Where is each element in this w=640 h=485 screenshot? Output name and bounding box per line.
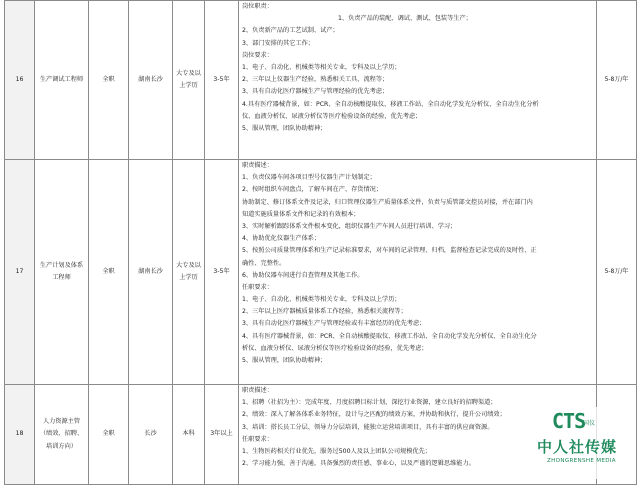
description-line: 职责描述： — [242, 162, 273, 169]
salary-range: 5-8万/年 — [597, 1, 637, 160]
description-line: 1、负责仪器车间各项目型号仪器生产计划制定； — [242, 174, 376, 182]
description-line: 5、按照公司质量管理体系和生产记录标准要求，对车间的记录管理、归档，监督检查记录完成的及时性、正 — [242, 247, 537, 255]
logo-sub-text: 国仪 — [583, 420, 596, 427]
description-line: 1、负责产品的装配、调试、测试、包装等生产； — [338, 15, 472, 23]
logo-name-cn: 中人社传媒 — [537, 438, 618, 456]
job-location: 湖南长沙 — [129, 160, 173, 385]
description-line: 任职要求： — [242, 283, 273, 291]
row-index: 17 — [5, 160, 35, 385]
position-title: 生产调试工程师 — [35, 1, 89, 160]
description-line: 5、服从管理，团队协助精神； — [242, 124, 327, 132]
job-location: 长沙 — [129, 385, 173, 485]
experience-requirement: 3-5年 — [205, 1, 239, 160]
description-line: 1、生物医药相关行业优先，服务过500人及以上团队公司规模优先； — [242, 447, 431, 455]
description-line: 1、电子、自动化、机械类等相关专业，专科及以上学历； — [242, 63, 401, 71]
description-line: 4.具有医疗器械背景，如：PCR、全自动核酸提取仪、移液工作站、全自动化学发光分析仪、全自动生化分析 — [242, 100, 539, 108]
description-line: 1、招聘（社招为主）：完成年度、月度招聘目标计划，深挖行业资源，建立良好的招聘渠道； — [242, 399, 497, 407]
description-line: 4、具有医疗器械背景，如：PCR、全自动核酸提取仪、移液工作站、全自动化学发光分析仪、全自动生化分 — [242, 332, 537, 340]
description-line: 知道实施质量体系文件和记录的有效根本； — [242, 210, 360, 218]
job-description — [239, 1, 597, 160]
job-type: 全职 — [89, 160, 129, 385]
description-line: 4、协助优化仪器生产体系； — [242, 235, 321, 243]
description-line: 职责描述： — [242, 387, 273, 394]
description-line: 岗位要求： — [242, 51, 273, 59]
media-watermark-logo — [535, 407, 633, 479]
row-index: 16 — [5, 1, 35, 160]
description-line: 岗位职责： — [242, 3, 273, 10]
description-line: 6、协助仪器车间进行自查管理及其他工作。 — [242, 271, 364, 279]
education-requirement: 本科 — [173, 385, 205, 485]
row-index: 18 — [5, 385, 35, 485]
description-line: 协助制定、修订体系文件及记录，归口管理仪器生产质量体系文件，负责与质管部文控员对接，并在部门内 — [242, 198, 533, 206]
description-line: 3、部门安排的其它工作； — [242, 39, 314, 47]
description-line: 2、三年以上医疗器械质量体系工作经验，熟悉相关流程等； — [242, 308, 407, 316]
position-title: 人力资源主管（绩效、招聘、培训方向） — [35, 385, 89, 485]
logo-name-en: ZHONGRENSHE MEDIA — [547, 458, 616, 464]
education-requirement: 大专及以上学历 — [173, 160, 205, 385]
description-line: 2、绩效：深入了解各体系业务特征，设计与之匹配的绩效方案，并协助和执行，提升公司绩效； — [242, 411, 506, 419]
description-line: 析仪、血液分析仪、尿液分析仪等医疗检验设备的经验，优先考虑； — [242, 344, 428, 352]
table-row — [5, 1, 637, 160]
job-type: 全职 — [89, 1, 129, 160]
experience-requirement: 3-5年 — [205, 160, 239, 385]
description-line: 任职要求： — [242, 435, 273, 443]
experience-requirement: 3年以上 — [205, 385, 239, 485]
position-title: 生产计划及体系工程师 — [35, 160, 89, 385]
description-line: 3、具有自动化医疗器械生产与管理经验的优先考虑； — [242, 88, 389, 96]
description-line: 3、实时解析跟踪体系文件根本变化，组织仪器生产车间人员进行培训、学习； — [242, 222, 457, 230]
description-line: 3、具有自动化医疗器械生产与管理经验或有丰富经历的优先考虑； — [242, 320, 426, 328]
job-description — [239, 160, 597, 385]
description-line: 2、三年以上仪器生产经验，熟悉相关工具、流程等； — [242, 76, 389, 84]
job-location: 湖南长沙 — [129, 1, 173, 160]
description-line: 3、培训：搭长员工分层、领导力分层培训，能独立运营培训项目，具有丰富的供应商资源。 — [242, 423, 494, 431]
description-line: 1、电子、自动化、机械类等相关专业，专科及以上学历； — [242, 296, 401, 304]
description-line: 仪、血液分析仪、尿液分析仪等医疗检验设备的经验，优先考虑； — [242, 112, 422, 120]
description-line: 确性、完整性。 — [242, 259, 286, 267]
table-row — [5, 160, 637, 385]
logo-mark-icon: CTS — [552, 409, 586, 433]
education-requirement: 大专及以上学历 — [173, 1, 205, 160]
description-line: 2、按时组织车间盘点，了解车间在产、存货情况； — [242, 186, 383, 194]
salary-range: 5-8万/年 — [597, 160, 637, 385]
job-type: 全职 — [89, 385, 129, 485]
description-line: 2、学习能力强，善于沟通，具备强烈的责任感、事业心，以及严谨的逻辑思维能力。 — [242, 460, 475, 468]
description-line: 5、服从管理，团队协助精神； — [242, 357, 327, 364]
description-line: 2、负责新产品的工艺试制、试产； — [242, 27, 339, 35]
